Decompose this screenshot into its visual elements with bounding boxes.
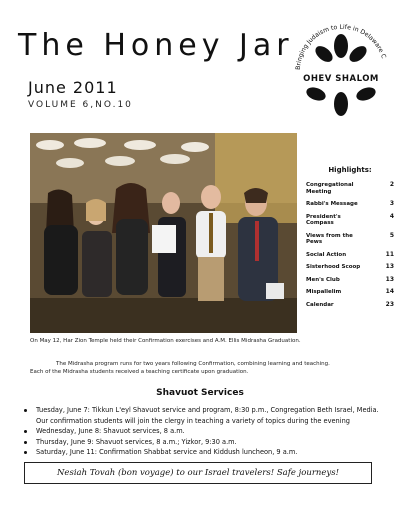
photo-caption: On May 12, Har Zion Temple held their Confirmation exercises and A.M. Ellis Midrasha Graduation.	[30, 338, 301, 344]
highlight-item[interactable]	[306, 214, 394, 227]
highlight-title: Calendar	[306, 301, 334, 308]
service-text: Saturday, June 11: Confirmation Shabbat service and Kiddush luncheon, 9 a.m.	[36, 448, 298, 457]
highlight-item[interactable]	[306, 277, 394, 284]
highlight-item[interactable]	[306, 201, 394, 208]
logo-arc-text: Bringing Judaism to Life in Delaware C	[294, 23, 388, 71]
logo-name: OHEV SHALOM	[303, 74, 379, 84]
highlights-heading: Highlights:	[328, 166, 372, 174]
services-heading: Shavuot Services	[156, 388, 244, 398]
blurb-line: Each of the Midrasha students received a teaching certificate upon graduation.	[30, 369, 249, 375]
highlight-page: 11	[385, 250, 394, 258]
highlight-title: Mispallelim	[306, 289, 342, 295]
services-list	[24, 405, 384, 458]
service-text: Thursday, June 9: Shavuot services, 8 a.m.; Yizkor, 9:30 a.m.	[36, 437, 237, 446]
highlight-page: 2	[389, 181, 394, 188]
service-item	[24, 447, 384, 458]
service-text: Tuesday, June 7: Tikkun L'eyl Shavuot service and program, 8:30 p.m., Congregation Beth Israel, Media.	[36, 406, 379, 414]
service-text: Wednesday, June 8: Shavuot services, 8 a.m.	[36, 427, 185, 436]
service-continuation: Our confirmation students will join the clergy in teaching a variety of topics during the evening	[36, 416, 350, 425]
highlight-item[interactable]	[306, 289, 394, 296]
issue-date: June 2011	[28, 78, 118, 97]
highlight-item[interactable]	[306, 252, 394, 259]
highlights-box	[306, 166, 394, 314]
bon-voyage-banner: Nesiah Tovah (bon voyage) to our Israel travelers! Safe journeys!	[24, 462, 372, 484]
midrasha-blurb	[30, 360, 370, 376]
newsletter-title: The Honey Jar	[18, 28, 294, 63]
blurb-line: The Midrasha program runs for two years following Confirmation, combining learning and teaching.	[56, 361, 330, 367]
issue-volume: VOLUME 6,NO.10	[28, 100, 133, 110]
service-item	[24, 437, 384, 448]
highlight-page: 5	[389, 231, 394, 239]
ohev-shalom-logo	[286, 8, 396, 120]
service-item	[24, 405, 384, 426]
highlight-page: 3	[389, 200, 394, 207]
highlight-title: Men's Club	[306, 276, 340, 283]
highlight-item[interactable]	[306, 302, 394, 309]
highlight-title: Social Action	[306, 251, 347, 258]
highlight-item[interactable]	[306, 233, 394, 246]
highlight-title: Congregational Meeting	[306, 182, 354, 195]
highlight-title: President's Compass	[306, 213, 341, 226]
confirmation-photo	[30, 133, 297, 333]
highlight-title: Sisterhood Scoop	[306, 264, 361, 270]
highlight-title: Rabbi's Message	[306, 201, 358, 207]
highlights-list	[306, 182, 394, 308]
highlight-page: 13	[385, 263, 394, 270]
highlight-page: 23	[385, 300, 394, 308]
highlight-item[interactable]	[306, 264, 394, 271]
highlight-title: Views from the Pews	[306, 232, 353, 245]
service-item	[24, 426, 384, 437]
highlight-page: 4	[389, 212, 394, 220]
highlight-page: 14	[385, 288, 394, 295]
highlight-page: 13	[385, 275, 394, 283]
highlight-item[interactable]	[306, 182, 394, 195]
